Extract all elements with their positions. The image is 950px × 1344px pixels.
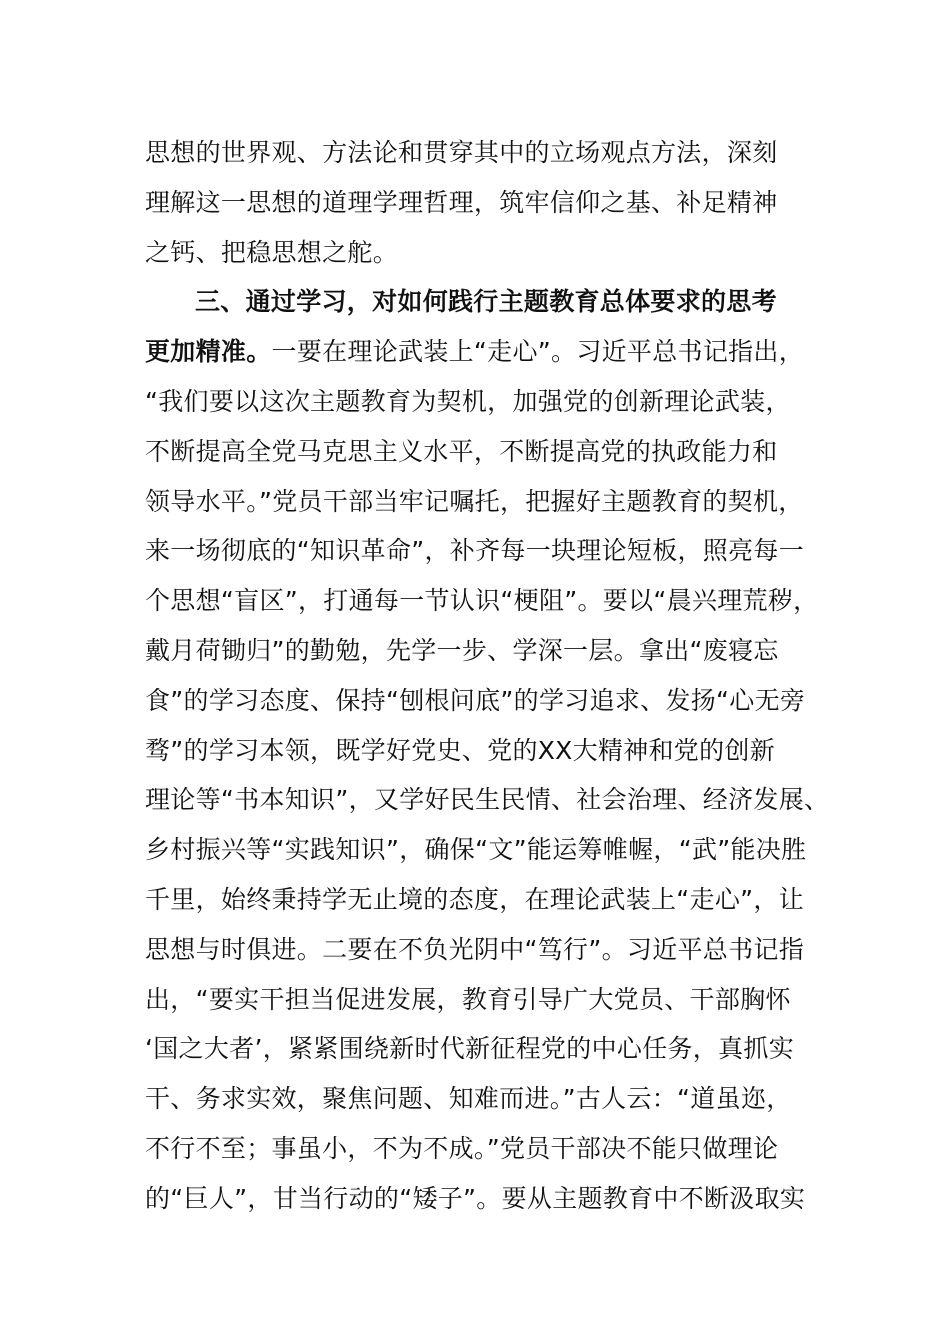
section-heading: 三、通过学习，对如何践行主题教育总体要求的思考 bbox=[195, 287, 777, 317]
text-line: “我们要以这次主题教育为契机，加强党的创新理论武装， bbox=[145, 386, 791, 416]
text-line: 领导水平。”党员干部当牢记嘱托，把握好主题教育的契机， bbox=[145, 486, 804, 516]
text-line: 戴月荷锄归”的勤勉，先学一步、学深一层。拿出“废寝忘 bbox=[145, 635, 779, 665]
text-line: 思想与时俱进。二要在不负光阴中“笃行”。习近平总书记指 bbox=[145, 934, 805, 964]
text-line: 不行不至；事虽小，不为不成。”党员干部决不能只做理论 bbox=[145, 1133, 779, 1163]
text-line: 食”的学习态度、保持“刨根问底”的学习追求、发扬“心无旁 bbox=[145, 685, 806, 715]
text-line bbox=[145, 327, 825, 377]
text-line: ‘国之大者’，紧紧围绕新时代新征程党的中心任务，真抓实 bbox=[145, 1034, 794, 1064]
text-line: 的“巨人”，甘当行动的“矮子”。要从主题教育中不断汲取实 bbox=[145, 1183, 806, 1213]
text-line: 之钙、把稳思想之舵。 bbox=[145, 237, 399, 267]
text-line: 出，“要实干担当促进发展，教育引导广大党员、干部胸怀 bbox=[145, 984, 791, 1014]
text-line: 个思想“盲区”，打通每一节认识“梗阻”。要以“晨兴理荒秽， bbox=[145, 586, 819, 616]
text-line: 思想的世界观、方法论和贯穿其中的立场观点方法，深刻 bbox=[145, 138, 778, 167]
text-line: 理论等“书本知识”，又学好民生民情、社会治理、经济发展、 bbox=[145, 785, 830, 815]
text-line: 干、务求实效，聚焦问题、知难而进。”古人云：“道虽迩， bbox=[145, 1084, 792, 1114]
section-heading-end: 更加精准。 bbox=[145, 337, 272, 367]
section-text: 一要在理论武装上“走心”。习近平总书记指出， bbox=[271, 337, 805, 367]
text-line: 骛”的学习本领，既学好党史、党的XX大精神和党的创新 bbox=[145, 735, 776, 765]
text-line: 理解这一思想的道理学理哲理，筑牢信仰之基、补足精神 bbox=[145, 187, 778, 217]
text-line: 来一场彻底的“知识革命”，补齐每一块理论短板，照亮每一 bbox=[145, 536, 805, 566]
text-line: 千里，始终秉持学无止境的态度，在理论武装上“走心”，让 bbox=[145, 884, 805, 914]
text-line: 乡村振兴等“实践知识”，确保“文”能运筹帷幄，“武”能决胜 bbox=[145, 835, 807, 865]
document-body bbox=[145, 128, 830, 1224]
text-line: 不断提高全党马克思主义水平，不断提高党的执政能力和 bbox=[145, 436, 778, 466]
